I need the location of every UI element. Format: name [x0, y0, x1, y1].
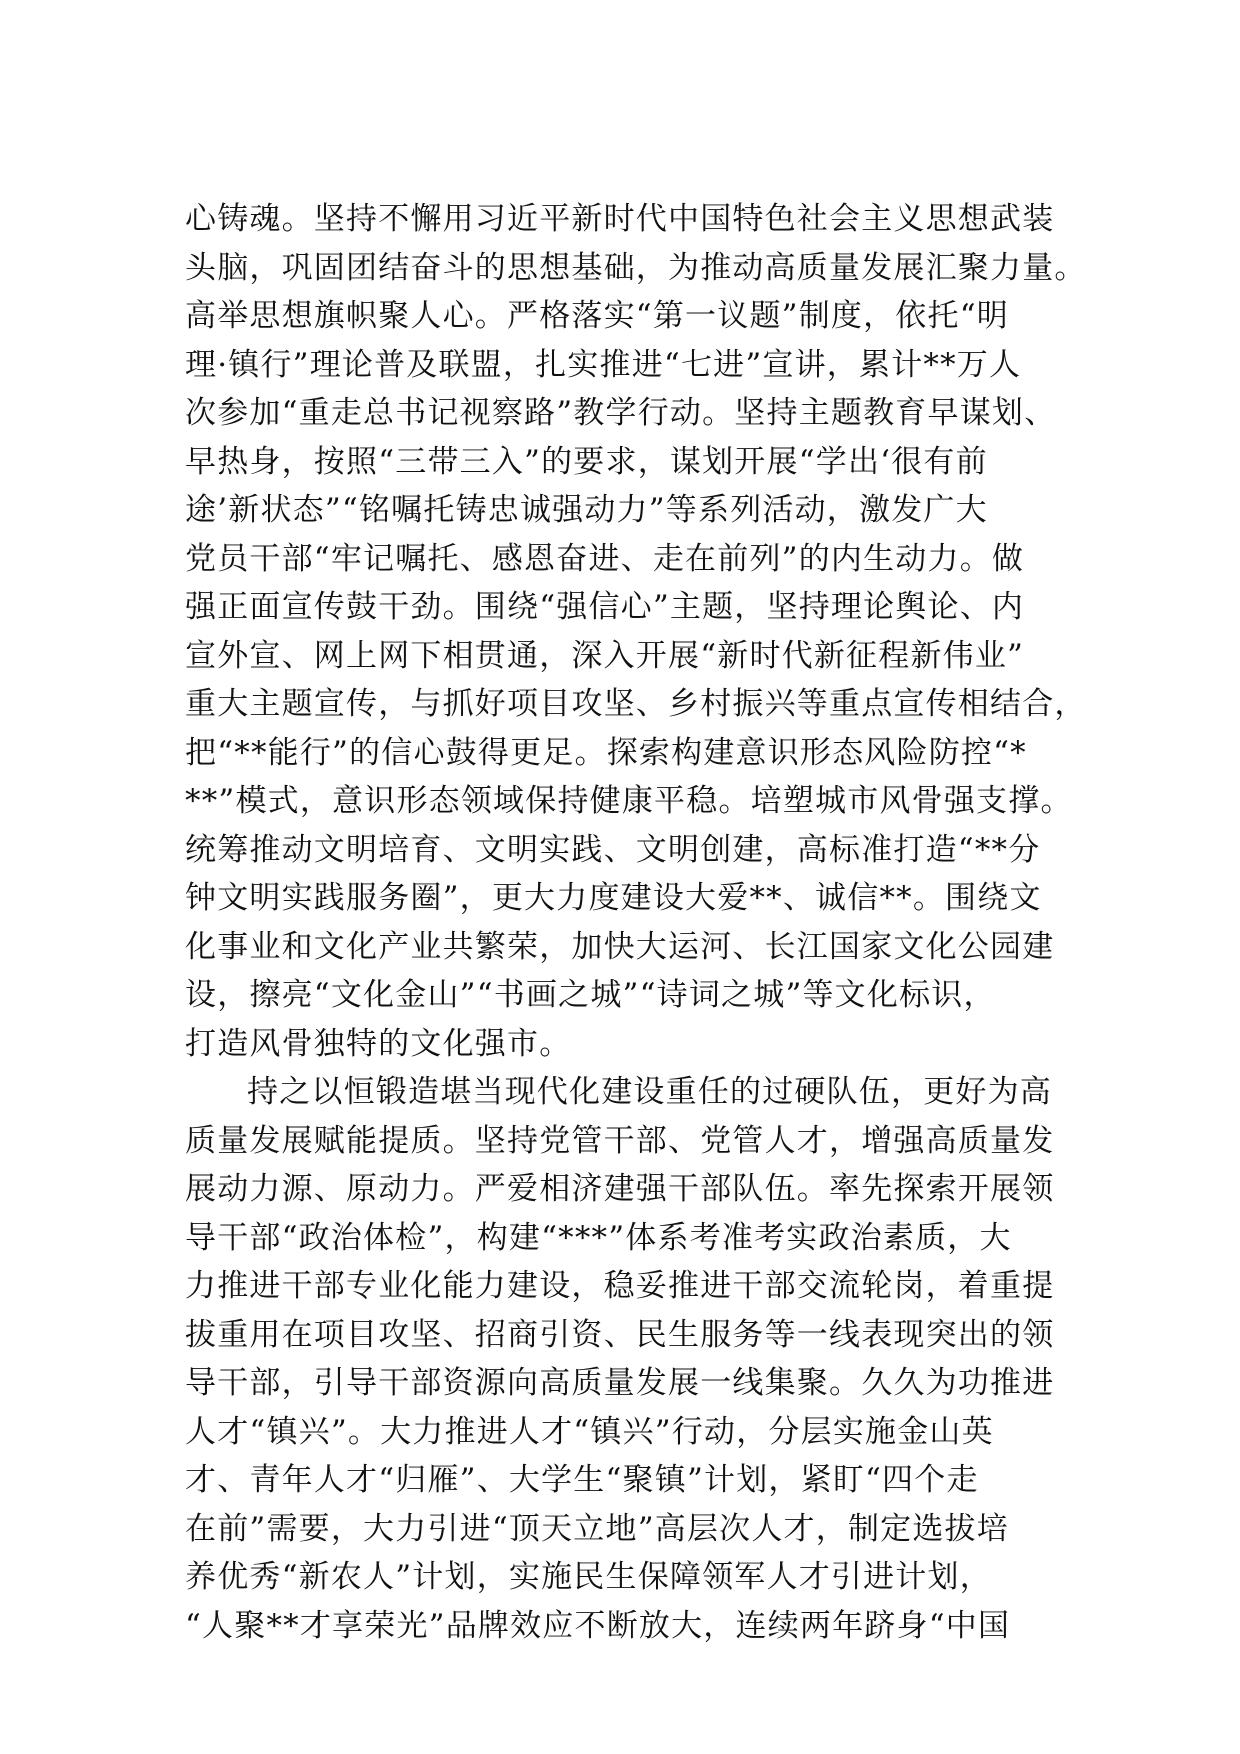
text-line: 设，擦亮“文化金山”“书画之城”“诗词之城”等文化标识， [185, 977, 996, 1013]
text-line: 重大主题宣传，与抓好项目攻坚、乡村振兴等重点宣传相结合， [185, 686, 1087, 722]
text-line: 打造风骨独特的文化强市。 [185, 1025, 572, 1062]
paragraph-first-line: 持之以恒锻造堪当现代化建设重任的过硬队伍，更好为高 [247, 1074, 1052, 1110]
text-line: 导干部，引导干部资源向高质量发展一线集聚。久久为功推进 [185, 1365, 1055, 1401]
text-line: 早热身，按照“三带三入”的要求，谋划开展“学出‘很有前 [185, 443, 988, 480]
text-line: 宣外宣、网上网下相贯通，深入开展“新时代新征程新伟业” [185, 637, 1025, 674]
text-line: 展动力源、原动力。严爱相济建强干部队伍。率先探索开展领 [185, 1171, 1055, 1207]
text-line: 养优秀“新农人”计划，实施民生保障领军人才引进计划， [185, 1559, 992, 1595]
text-line: 质量发展赋能提质。坚持党管干部、党管人才，增强高质量发 [185, 1122, 1055, 1159]
text-line: 才、青年人才“归雁”、大学生“聚镇”计划，紧盯“四个走 [185, 1462, 979, 1498]
text-line: 强正面宣传鼓干劲。围绕“强信心”主题，坚持理论舆论、内 [185, 589, 1025, 625]
text-line: **”模式，意识形态领域保持健康平稳。培塑城市风骨强支撑。 [185, 783, 1073, 819]
text-line: 心铸魂。坚持不懈用习近平新时代中国特色社会主义思想武装 [185, 201, 1055, 237]
text-line: 统筹推动文明培育、文明实践、文明创建，高标准打造“**分 [185, 831, 1041, 868]
text-line: 理·镇行”理论普及联盟，扎实推进“七进”宣讲，累计**万人 [185, 346, 1022, 383]
text-line: 把“**能行”的信心鼓得更足。探索构建意识形态风险防控“* [185, 734, 1027, 771]
text-line: 导干部“政治体检”，构建“***”体系考准考实政治素质，大 [185, 1219, 1012, 1256]
text-line: 途’新状态”“铭嘱托铸忠诚强动力”等系列活动，激发广大 [185, 492, 988, 528]
text-line: 人才“镇兴”。大力推进人才“镇兴”行动，分层实施金山英 [185, 1413, 994, 1450]
text-line: 在前”需要，大力引进“顶天立地”高层次人才，制定选拔培 [185, 1510, 1009, 1547]
text-line: 钟文明实践服务圈”，更大力度建设大爱**、诚信**。围绕文 [185, 880, 1042, 916]
text-line: 次参加“重走总书记视察路”教学行动。坚持主题教育早谋划、 [185, 395, 1057, 431]
text-line: 化事业和文化产业共繁荣，加快大运河、长江国家文化公园建 [185, 928, 1055, 965]
text-line: “人聚**才享荣光”品牌效应不断放大，连续两年跻身“中国 [185, 1607, 1011, 1644]
body-text [185, 195, 1085, 1650]
text-line: 高举思想旗帜聚人心。严格落实“第一议题”制度，依托“明 [185, 298, 1009, 334]
text-line: 拔重用在项目攻坚、招商引资、民生服务等一线表现突出的领 [185, 1316, 1055, 1353]
text-line: 党员干部“牢记嘱托、感恩奋进、走在前列”的内生动力。做 [185, 540, 1025, 577]
text-line: 头脑，巩固团结奋斗的思想基础，为推动高质量发展汇聚力量。 [185, 249, 1087, 286]
text-line: 力推进干部专业化能力建设，稳妥推进干部交流轮岗，着重提 [185, 1268, 1055, 1304]
